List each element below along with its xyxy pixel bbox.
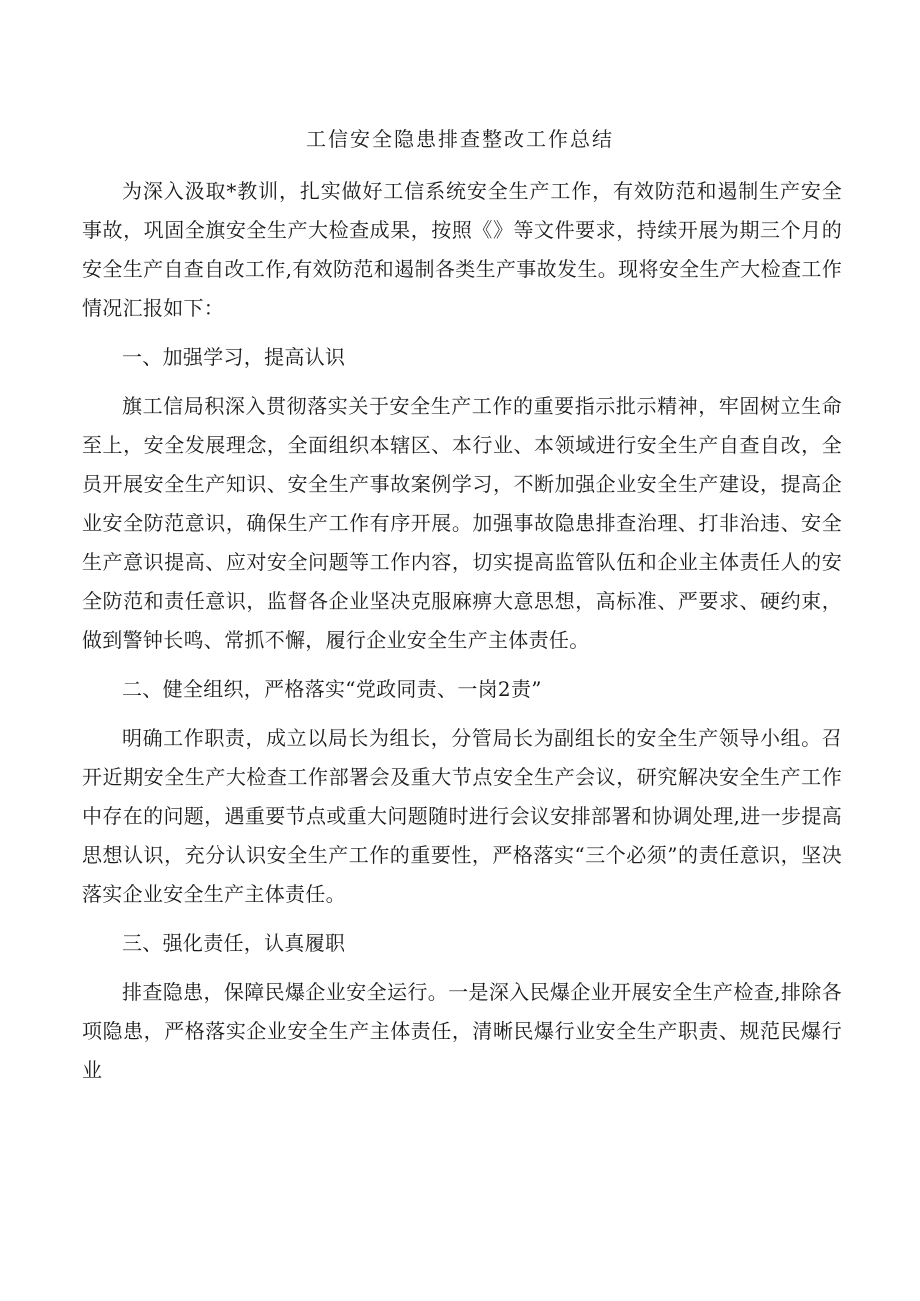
section-heading-1: 一、加强学习，提高认识	[122, 345, 346, 369]
section-heading-3: 三、强化责任，认真履职	[122, 931, 346, 955]
section-body-2: 明确工作职责，成立以局长为组长，分管局长为副组长的安全生产领导小组。召开近期安全生产大检查工作部署会及重大节点安全生产会议，研究解决安全生产工作中存在的问题，遇重要节点或重大问题随时进行会议安排部署和协调处理,进一步提高思想认识，充分认识安全生产工作的重要性，严格落实“三个必须”的责任意识，坚决落实企业安全生产主体责任。	[82, 726, 842, 906]
section-body-1: 旗工信局积深入贯彻落实关于安全生产工作的重要指示批示精神，牢固树立生命至上，安全发展理念，全面组织本辖区、本行业、本领域进行安全生产自查自改，全员开展安全生产知识、安全生产事故案例学习，不断加强企业安全生产建设，提高企业安全防范意识，确保生产工作有序开展。加强事故隐患排查治理、打非治违、安全生产意识提高、应对安全问题等工作内容，切实提高监管队伍和企业主体责任人的安全防范和责任意识，监督各企业坚决克服麻痹大意思想，高标准、严要求、硬约束，做到警钟长鸣、常抓不懈，履行企业安全生产主体责任。	[82, 394, 842, 652]
section-body-3: 排查隐患，保障民爆企业安全运行。一是深入民爆企业开展安全生产检查,排除各项隐患，严格落实企业安全生产主体责任，清晰民爆行业安全生产职责、规范民爆行业	[82, 980, 842, 1082]
intro-paragraph: 为深入汲取*教训，扎实做好工信系统安全生产工作，有效防范和遏制生产安全事故，巩固全旗安全生产大检查成果，按照《》等文件要求，持续开展为期三个月的安全生产自查自改工作,有效防范和遏制各类生产事故发生。现将安全生产大检查工作情况汇报如下：	[82, 179, 842, 320]
section-heading-2: 二、健全组织，严格落实“党政同责、一岗2责”	[122, 677, 542, 701]
document-body	[82, 172, 842, 1090]
document-title: 工信安全隐患排查整改工作总结	[306, 127, 614, 151]
